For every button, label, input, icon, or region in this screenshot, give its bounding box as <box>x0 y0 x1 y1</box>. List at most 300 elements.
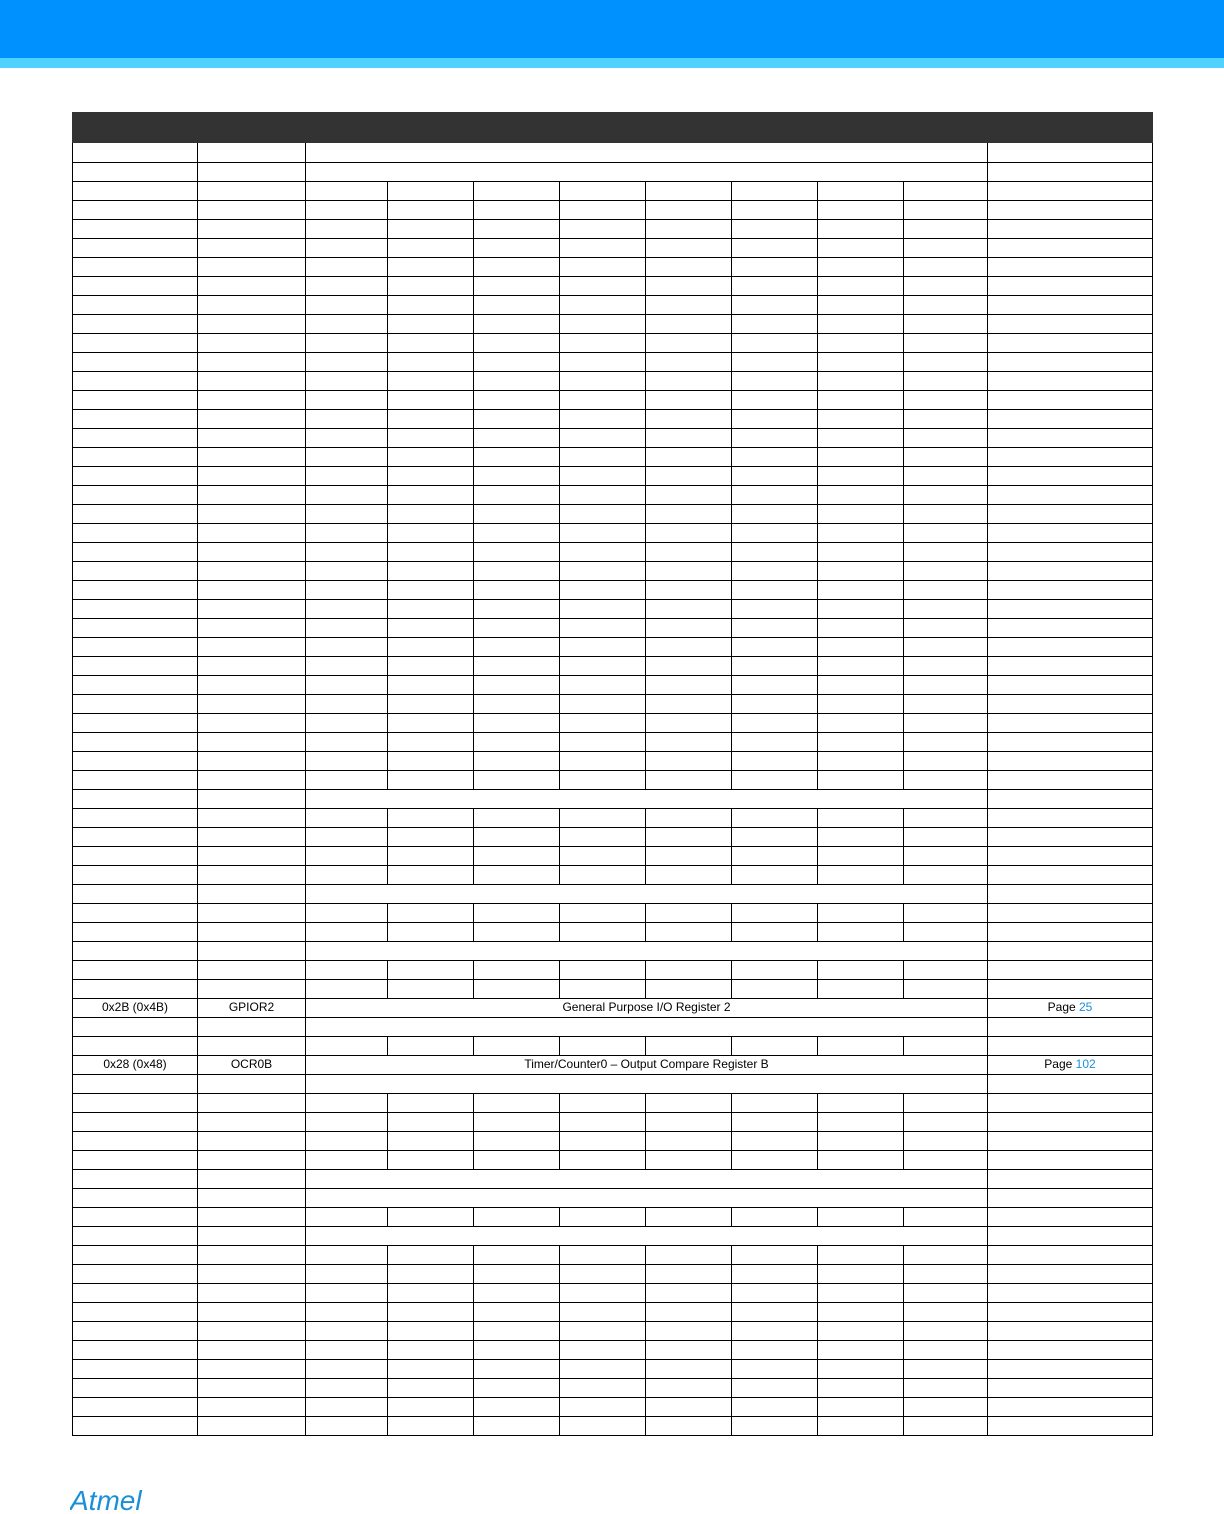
bit-cell <box>904 656 988 676</box>
address-cell <box>72 599 198 619</box>
address-cell <box>72 1017 198 1037</box>
bit-cell <box>388 1283 474 1303</box>
bit-cell <box>388 257 474 277</box>
bit-cell <box>904 409 988 429</box>
address-cell <box>72 1321 198 1341</box>
bit-cell <box>904 523 988 543</box>
bit-cell <box>732 1340 818 1360</box>
register-name-cell <box>198 542 306 562</box>
bit-cell <box>818 1397 904 1417</box>
bit-cell <box>388 675 474 695</box>
bit-cell <box>306 1036 388 1056</box>
bit-cell <box>388 561 474 581</box>
bit-cell <box>388 504 474 524</box>
bit-cell <box>646 960 732 980</box>
bit-cell <box>818 903 904 923</box>
address-cell <box>72 314 198 334</box>
register-name-cell <box>198 181 306 201</box>
bit-cell <box>560 1131 646 1151</box>
bit-cell <box>904 1245 988 1265</box>
bit-cell <box>306 1150 388 1170</box>
bit-cell <box>732 1207 818 1227</box>
bit-cell <box>732 200 818 220</box>
bit-cell <box>388 352 474 372</box>
register-name-cell <box>198 523 306 543</box>
bit-cell <box>560 523 646 543</box>
bit-cell <box>904 675 988 695</box>
address-cell <box>72 1150 198 1170</box>
register-name-cell <box>198 409 306 429</box>
bit-cell <box>904 276 988 296</box>
bit-cell <box>474 371 560 391</box>
register-name-cell <box>198 846 306 866</box>
bit-cell <box>818 713 904 733</box>
bit-cell <box>732 1397 818 1417</box>
bit-cell <box>732 903 818 923</box>
page-label: Page <box>1047 1000 1079 1014</box>
bit-cell <box>732 390 818 410</box>
bit-cell <box>646 922 732 942</box>
address-cell <box>72 1416 198 1436</box>
bit-cell <box>732 181 818 201</box>
bit-cell <box>474 295 560 315</box>
bit-cell <box>646 276 732 296</box>
bit-cell <box>646 1036 732 1056</box>
bit-cell <box>904 466 988 486</box>
address-cell <box>72 846 198 866</box>
page-reference-cell <box>988 827 1153 847</box>
bit-cell <box>646 1112 732 1132</box>
bit-cell <box>732 732 818 752</box>
address-cell <box>72 1207 198 1227</box>
bit-cell <box>818 1036 904 1056</box>
bit-cell <box>560 1093 646 1113</box>
bit-cell <box>560 333 646 353</box>
bit-cell <box>818 1359 904 1379</box>
bit-cell <box>818 371 904 391</box>
bit-cell <box>646 447 732 467</box>
bit-cell <box>904 979 988 999</box>
address-cell <box>72 675 198 695</box>
bit-cell <box>904 1264 988 1284</box>
bit-cell <box>818 732 904 752</box>
bit-cell <box>646 485 732 505</box>
bit-cell <box>306 485 388 505</box>
address-cell <box>72 352 198 372</box>
bit-cell <box>474 1302 560 1322</box>
bit-cell <box>388 466 474 486</box>
bit-cell <box>388 371 474 391</box>
bit-cell <box>904 504 988 524</box>
address-cell <box>72 979 198 999</box>
bit-cell <box>560 219 646 239</box>
bit-cell <box>818 580 904 600</box>
address-cell <box>72 1378 198 1398</box>
bit-cell <box>646 200 732 220</box>
page-reference-cell <box>988 485 1153 505</box>
bit-cell <box>904 599 988 619</box>
bit-cell <box>560 200 646 220</box>
register-name-cell <box>198 295 306 315</box>
bit-cell <box>818 447 904 467</box>
bit-cell <box>388 751 474 771</box>
bit-cell <box>560 1397 646 1417</box>
bit-cell <box>560 770 646 790</box>
address-cell <box>72 770 198 790</box>
register-name-cell <box>198 884 306 904</box>
address-cell <box>72 219 198 239</box>
page-link[interactable]: 25 <box>1079 1000 1093 1014</box>
bit-cell <box>904 1359 988 1379</box>
register-name-cell <box>198 390 306 410</box>
bit-cell <box>818 808 904 828</box>
address-cell <box>72 618 198 638</box>
register-name-cell <box>198 1112 306 1132</box>
bit-cell <box>388 656 474 676</box>
bit-cell <box>388 1302 474 1322</box>
bit-cell <box>474 219 560 239</box>
bit-cell <box>560 808 646 828</box>
bit-cell <box>818 960 904 980</box>
page-reference-cell <box>988 162 1153 182</box>
bit-cell <box>474 1283 560 1303</box>
page-reference-cell <box>988 979 1153 999</box>
page-reference-cell <box>988 1207 1153 1227</box>
bit-cell <box>560 751 646 771</box>
address-cell <box>72 713 198 733</box>
address-cell <box>72 1302 198 1322</box>
bit-cell <box>732 1321 818 1341</box>
page-reference-cell <box>988 352 1153 372</box>
bit-cell <box>904 808 988 828</box>
bit-cell <box>732 276 818 296</box>
register-name-cell <box>198 1188 306 1208</box>
bit-cell <box>388 276 474 296</box>
bit-cell <box>306 979 388 999</box>
bit-cell <box>646 1378 732 1398</box>
page-reference-cell <box>988 542 1153 562</box>
address-cell <box>72 257 198 277</box>
register-name-cell <box>198 371 306 391</box>
bit-cell <box>646 314 732 334</box>
bit-cell <box>474 428 560 448</box>
bit-cell <box>560 238 646 258</box>
address-cell <box>72 941 198 961</box>
page-reference-cell <box>988 1226 1153 1246</box>
page-reference-cell <box>988 428 1153 448</box>
address-cell <box>72 409 198 429</box>
bit-cell <box>474 257 560 277</box>
address-cell <box>72 428 198 448</box>
bit-cell <box>904 694 988 714</box>
bit-cell <box>306 1378 388 1398</box>
bit-cell <box>646 637 732 657</box>
bit-cell <box>306 504 388 524</box>
page-reference-cell <box>988 1017 1153 1037</box>
bit-cell <box>560 1302 646 1322</box>
register-name-cell <box>198 447 306 467</box>
bit-cell <box>388 314 474 334</box>
bit-cell <box>818 1340 904 1360</box>
address-cell <box>72 295 198 315</box>
bit-cell <box>560 694 646 714</box>
bit-cell <box>306 808 388 828</box>
register-name-cell <box>198 1378 306 1398</box>
bit-cell <box>560 675 646 695</box>
bit-cell <box>474 808 560 828</box>
bit-cell <box>474 1131 560 1151</box>
bit-cell <box>732 409 818 429</box>
bit-cell <box>560 922 646 942</box>
bit-cell <box>388 1093 474 1113</box>
bit-cell <box>646 903 732 923</box>
bit-cell <box>560 846 646 866</box>
bit-cell <box>388 637 474 657</box>
bit-cell <box>732 219 818 239</box>
bit-cell <box>646 694 732 714</box>
bit-cell <box>306 1112 388 1132</box>
bit-cell <box>904 865 988 885</box>
bit-cell <box>560 656 646 676</box>
bit-cell <box>306 732 388 752</box>
bit-cell <box>388 523 474 543</box>
bit-cell <box>732 865 818 885</box>
page-reference-cell <box>988 1283 1153 1303</box>
bit-cell <box>388 922 474 942</box>
address-cell <box>72 656 198 676</box>
register-name-cell <box>198 1397 306 1417</box>
bit-cell <box>388 1036 474 1056</box>
address-cell <box>72 238 198 258</box>
bit-cell <box>904 219 988 239</box>
page-link[interactable]: 102 <box>1075 1057 1096 1071</box>
bit-cell <box>904 827 988 847</box>
bit-cell <box>474 1359 560 1379</box>
bit-cell <box>646 561 732 581</box>
page-reference-cell <box>988 751 1153 771</box>
register-name-cell <box>198 333 306 353</box>
bit-cell <box>388 219 474 239</box>
register-name-cell <box>198 162 306 182</box>
address-cell <box>72 1283 198 1303</box>
bit-cell <box>904 903 988 923</box>
bit-cell <box>388 618 474 638</box>
address-cell <box>72 694 198 714</box>
bit-cell <box>474 713 560 733</box>
register-name-cell <box>198 1226 306 1246</box>
bit-cell <box>306 238 388 258</box>
bit-cell <box>732 485 818 505</box>
bit-cell <box>646 257 732 277</box>
address-cell <box>72 1245 198 1265</box>
page-reference-cell <box>988 561 1153 581</box>
register-name-cell <box>198 580 306 600</box>
register-name-cell <box>198 1416 306 1436</box>
bit-cell <box>388 295 474 315</box>
bit-cell <box>560 732 646 752</box>
page-reference-cell <box>988 580 1153 600</box>
address-cell <box>72 1340 198 1360</box>
bit-cell <box>904 295 988 315</box>
register-name-cell <box>198 428 306 448</box>
bit-cell <box>306 561 388 581</box>
bit-cell <box>306 219 388 239</box>
bit-cell <box>818 333 904 353</box>
bit-cell <box>732 637 818 657</box>
bit-cell <box>818 1093 904 1113</box>
bit-cell <box>904 1150 988 1170</box>
bit-cell <box>474 580 560 600</box>
bit-cell <box>818 542 904 562</box>
bit-cell <box>560 1207 646 1227</box>
bit-cell <box>560 1321 646 1341</box>
page-reference-cell <box>988 770 1153 790</box>
bit-cell <box>388 580 474 600</box>
bit-cell <box>474 561 560 581</box>
page-reference-cell <box>988 523 1153 543</box>
bit-cell <box>388 1416 474 1436</box>
bit-cell <box>474 637 560 657</box>
register-name-cell: OCR0B <box>198 1055 306 1075</box>
page-reference-cell <box>988 1188 1153 1208</box>
page-reference-cell <box>988 713 1153 733</box>
bit-cell <box>560 1150 646 1170</box>
bit-cell <box>560 1245 646 1265</box>
address-cell <box>72 181 198 201</box>
page-reference-cell <box>988 390 1153 410</box>
bit-cell <box>474 523 560 543</box>
register-summary-table <box>72 112 1153 1435</box>
address-cell <box>72 333 198 353</box>
bit-cell <box>904 1397 988 1417</box>
bit-cell <box>818 1112 904 1132</box>
bit-cell <box>388 846 474 866</box>
bit-cell <box>388 808 474 828</box>
page-reference-cell <box>988 1245 1153 1265</box>
address-cell <box>72 1188 198 1208</box>
bit-cell <box>904 618 988 638</box>
bit-cell <box>306 1321 388 1341</box>
bit-cell <box>306 390 388 410</box>
bit-cell <box>646 1245 732 1265</box>
bit-cell <box>646 979 732 999</box>
bit-cell <box>474 409 560 429</box>
address-cell <box>72 865 198 885</box>
bit-cell <box>732 656 818 676</box>
bit-cell <box>732 447 818 467</box>
bit-cell <box>904 238 988 258</box>
register-description-cell <box>306 1226 988 1246</box>
page-reference-cell <box>988 1302 1153 1322</box>
bit-cell <box>904 922 988 942</box>
bit-cell <box>732 428 818 448</box>
register-name-cell <box>198 656 306 676</box>
bit-cell <box>560 352 646 372</box>
page-reference-cell <box>988 504 1153 524</box>
bit-cell <box>646 181 732 201</box>
bit-cell <box>732 333 818 353</box>
bit-cell <box>646 352 732 372</box>
bit-cell <box>818 1245 904 1265</box>
page-reference-cell <box>988 1397 1153 1417</box>
bit-cell <box>646 1302 732 1322</box>
bit-cell <box>474 504 560 524</box>
address-cell <box>72 466 198 486</box>
page-reference-cell <box>988 960 1153 980</box>
bit-cell <box>474 485 560 505</box>
address-cell <box>72 580 198 600</box>
bit-cell <box>560 903 646 923</box>
bit-cell <box>646 1207 732 1227</box>
bit-cell <box>818 181 904 201</box>
bit-cell <box>904 314 988 334</box>
bit-cell <box>560 447 646 467</box>
page-label: Page <box>1044 1057 1076 1071</box>
page-reference-cell <box>988 143 1153 163</box>
register-name-cell <box>198 694 306 714</box>
register-name-cell <box>198 789 306 809</box>
bit-cell <box>474 1264 560 1284</box>
bit-cell <box>474 1150 560 1170</box>
bit-cell <box>474 960 560 980</box>
bit-cell <box>818 504 904 524</box>
bit-cell <box>474 333 560 353</box>
register-name-cell <box>198 960 306 980</box>
register-name-cell <box>198 808 306 828</box>
bit-cell <box>732 1131 818 1151</box>
bit-cell <box>732 1302 818 1322</box>
bit-cell <box>560 1112 646 1132</box>
bit-cell <box>306 618 388 638</box>
address-cell <box>72 504 198 524</box>
bit-cell <box>646 580 732 600</box>
page-reference-cell <box>988 1264 1153 1284</box>
bit-cell <box>306 542 388 562</box>
bit-cell <box>732 561 818 581</box>
bit-cell <box>904 1283 988 1303</box>
register-name-cell <box>198 751 306 771</box>
bit-cell <box>560 561 646 581</box>
address-cell <box>72 1131 198 1151</box>
bit-cell <box>560 314 646 334</box>
svg-text:Atmel: Atmel <box>70 1485 142 1514</box>
bit-cell <box>904 580 988 600</box>
page-reference-cell <box>988 884 1153 904</box>
bit-cell <box>306 827 388 847</box>
bit-cell <box>732 1150 818 1170</box>
register-name-cell <box>198 1340 306 1360</box>
bit-cell <box>732 523 818 543</box>
bit-cell <box>388 181 474 201</box>
bit-cell <box>732 1093 818 1113</box>
page-reference-cell <box>988 447 1153 467</box>
bit-cell <box>646 466 732 486</box>
bit-cell <box>646 713 732 733</box>
bit-cell <box>732 542 818 562</box>
bit-cell <box>732 466 818 486</box>
register-name-cell <box>198 770 306 790</box>
page-reference-cell <box>988 637 1153 657</box>
bit-cell <box>474 770 560 790</box>
bit-cell <box>306 276 388 296</box>
page-reference-cell <box>988 998 1153 1018</box>
bit-cell <box>818 694 904 714</box>
bit-cell <box>818 466 904 486</box>
bit-cell <box>904 200 988 220</box>
register-name-cell <box>198 143 306 163</box>
bit-cell <box>646 371 732 391</box>
bit-cell <box>560 1359 646 1379</box>
